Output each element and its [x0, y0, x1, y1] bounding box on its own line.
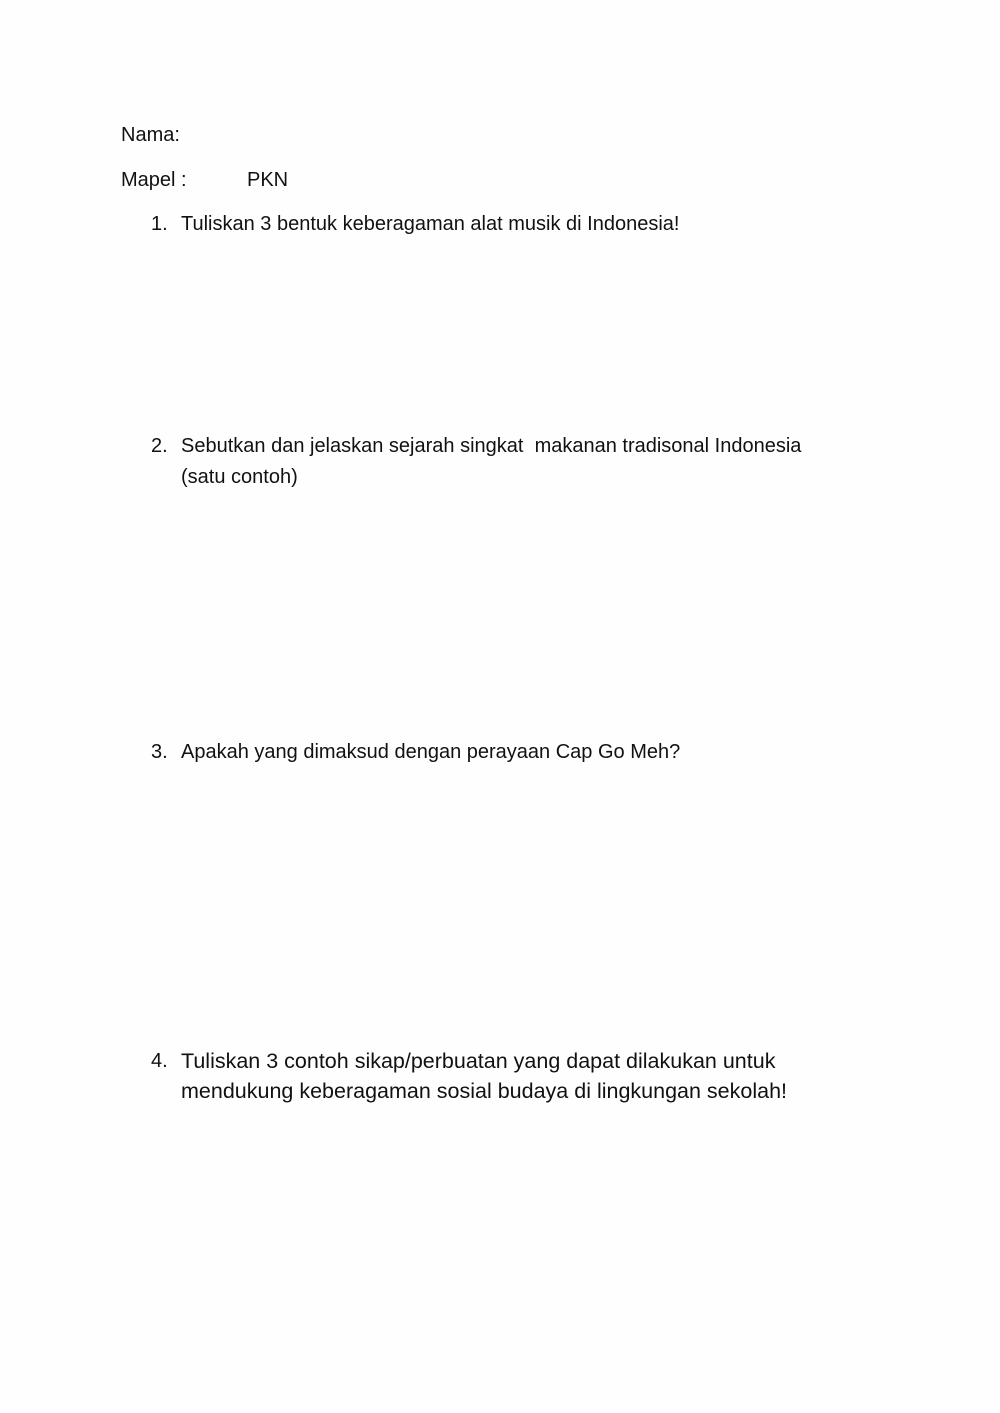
- question-text: Tuliskan 3 bentuk keberagaman alat musik di Indonesia!: [181, 213, 680, 235]
- subject-value: PKN: [247, 169, 289, 191]
- question-1: [151, 209, 871, 240]
- question-3: [151, 737, 871, 768]
- question-number: 1.: [151, 213, 168, 235]
- question-text-line-1: Tuliskan 3 contoh sikap/perbuatan yang dapat dilakukan untuk: [181, 1049, 776, 1073]
- question-number: 3.: [151, 741, 168, 763]
- name-label: Nama:: [121, 124, 180, 146]
- question-text-line-2: (satu contoh): [181, 466, 298, 488]
- subject-label: Mapel :: [121, 169, 187, 191]
- question-text-line-2: mendukung keberagaman sosial budaya di lingkungan sekolah!: [181, 1079, 787, 1103]
- question-4: [151, 1046, 871, 1106]
- question-number: 2.: [151, 435, 168, 457]
- question-text-line-1: Sebutkan dan jelaskan sejarah singkat makanan tradisonal Indonesia: [181, 435, 802, 457]
- question-number: 4.: [151, 1050, 168, 1072]
- question-2: [151, 431, 871, 493]
- question-text: Apakah yang dimaksud dengan perayaan Cap Go Meh?: [181, 741, 681, 763]
